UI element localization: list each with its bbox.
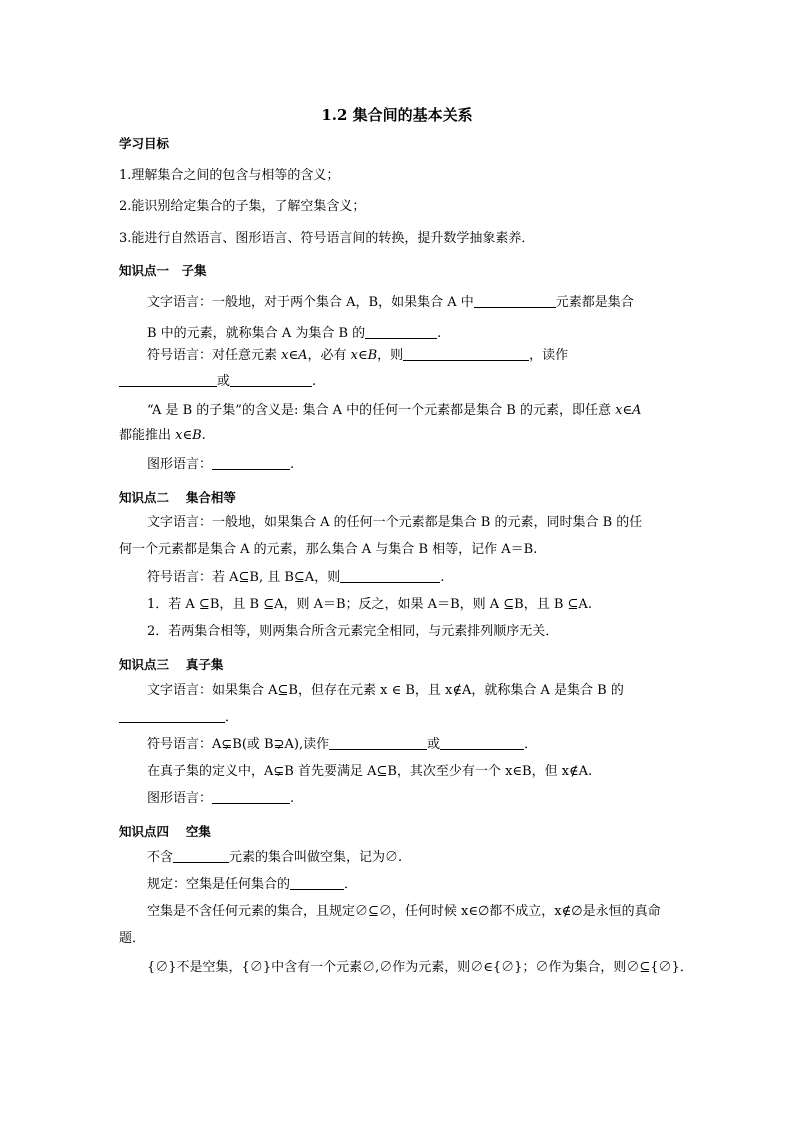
objective-item-1: 1.理解集合之间的包含与相等的含义；: [119, 168, 340, 183]
text-fragment: 都能推出: [119, 428, 176, 443]
proper-subset-symbol-language: 符号语言：A⊊B(或 B⊋A),读作 或 ．: [147, 737, 538, 752]
text-fragment: 符号语言：A⊊B(或 B⊋A),读作: [147, 737, 330, 752]
text-fragment: 元素的集合叫做空集，记为∅.: [229, 850, 403, 865]
text-fragment: 图形语言：: [147, 457, 213, 472]
empty-set-note-line1: 空集是不含任何元素的集合，且规定∅⊆∅，任何时候 x∈∅都不成立，x∉∅是永恒的真命: [147, 904, 661, 919]
equality-text-line2: 何一个元素都是集合 A 的元素，那么集合 A 与集合 B 相等，记作 A＝B.: [119, 542, 538, 557]
equality-text-line1: 文字语言：一般地，如果集合 A 的任何一个元素都是集合 B 的元素，同时集合 B 的任: [147, 515, 643, 530]
math-expression: x∈A: [281, 348, 308, 363]
subset-meaning-line1: [147, 403, 641, 419]
text-fragment: 或: [427, 737, 441, 752]
empty-set-note-line2: 题．: [119, 931, 146, 946]
empty-set-definition: [147, 850, 402, 866]
text-fragment: ，则: [377, 348, 404, 363]
fill-blank[interactable]: [212, 791, 290, 804]
text-fragment: 文字语言：一般地，对于两个集合 A，B，如果集合 A 中: [147, 295, 474, 310]
math-expression: x∈B: [350, 348, 378, 363]
text-fragment: 规定：空集是任何集合的: [147, 877, 291, 892]
fill-blank[interactable]: [290, 877, 344, 890]
subset-symbol-language: [147, 348, 568, 364]
fill-blank[interactable]: [365, 326, 437, 339]
subset-read-as-line: 或 .: [119, 374, 316, 390]
text-fragment: 或: [217, 374, 231, 389]
subset-meaning-line2: [119, 428, 206, 444]
subset-text-language-line2: B 中的元素，就称集合 A 为集合 B 的 .: [147, 326, 442, 341]
proper-subset-text-line1: 文字语言：如果集合 A⊆B，但存在元素 x ∈ B，且 x∉A，就称集合 A 是集合 B 的: [147, 683, 624, 698]
fill-blank[interactable]: [119, 374, 217, 387]
text-fragment: “A 是 B 的子集”的含义是: 集合 A 中的任何一个元素都是集合 B 的元素，即任意: [147, 403, 616, 418]
text-fragment: B 中的元素，就称集合 A 为集合 B 的: [147, 326, 366, 341]
empty-set-note-line3: {∅}不是空集，{∅}中含有一个元素∅,∅作为元素，则∅∈{∅}；∅作为集合，则∅⊆{∅}．: [147, 960, 693, 975]
proper-subset-graphic-language: 图形语言： .: [147, 791, 295, 806]
fill-blank[interactable]: [440, 737, 524, 750]
fill-blank[interactable]: [173, 850, 229, 863]
objective-item-2: 2.能识别给定集合的子集，了解空集含义；: [119, 199, 366, 214]
subset-text-language-line1: [147, 295, 634, 311]
text-fragment: 符号语言：若 A⊆B, 且 B⊆A，则: [147, 570, 341, 585]
fill-blank[interactable]: [340, 570, 440, 583]
section-heading-empty-set: 知识点四 空集: [119, 824, 211, 839]
math-expression: x∈B.: [175, 428, 206, 443]
text-fragment: 不含: [147, 850, 174, 865]
fill-blank[interactable]: [119, 710, 225, 723]
text-fragment: 符号语言：对任意元素: [147, 348, 282, 363]
page-title: 1.2 集合间的基本关系: [321, 106, 473, 124]
fill-blank[interactable]: [230, 374, 312, 387]
proper-subset-text-line2: ．: [119, 710, 238, 726]
equality-symbol-language: 符号语言：若 A⊆B, 且 B⊆A，则 .: [147, 570, 445, 585]
section-heading-subset: 知识点一 子集: [119, 263, 207, 278]
proper-subset-definition-note: 在真子集的定义中，A⊊B 首先要满足 A⊆B，其次至少有一个 x∈B，但 x∉A.: [147, 764, 593, 779]
equality-note-2: 2．若两集合相等，则两集合所含元素完全相同，与元素排列顺序无关．: [147, 624, 559, 639]
empty-set-rule: 规定：空集是任何集合的 ．: [147, 877, 358, 892]
fill-blank[interactable]: [403, 348, 529, 361]
fill-blank[interactable]: [212, 457, 290, 470]
fill-blank[interactable]: [474, 295, 556, 308]
objectives-heading: 学习目标: [119, 136, 170, 151]
math-expression: x∈A: [615, 403, 642, 418]
section-heading-proper-subset: 知识点三 真子集: [119, 657, 224, 672]
objective-item-3: 3.能进行自然语言、图形语言、符号语言间的转换，提升数学抽象素养．: [119, 231, 535, 246]
subset-graphic-language: 图形语言： .: [147, 457, 295, 472]
fill-blank[interactable]: [329, 737, 427, 750]
text-fragment: ，必有: [307, 348, 351, 363]
text-fragment: ，读作: [529, 348, 569, 363]
text-fragment: 图形语言：: [147, 791, 213, 806]
text-fragment: 元素都是集合: [555, 295, 634, 310]
equality-note-1: 1．若 A ⊆B，且 B ⊆A，则 A＝B；反之，如果 A＝B，则 A ⊆B，且 B ⊆A.: [147, 597, 592, 612]
section-heading-set-equality: 知识点二 集合相等: [119, 490, 236, 505]
